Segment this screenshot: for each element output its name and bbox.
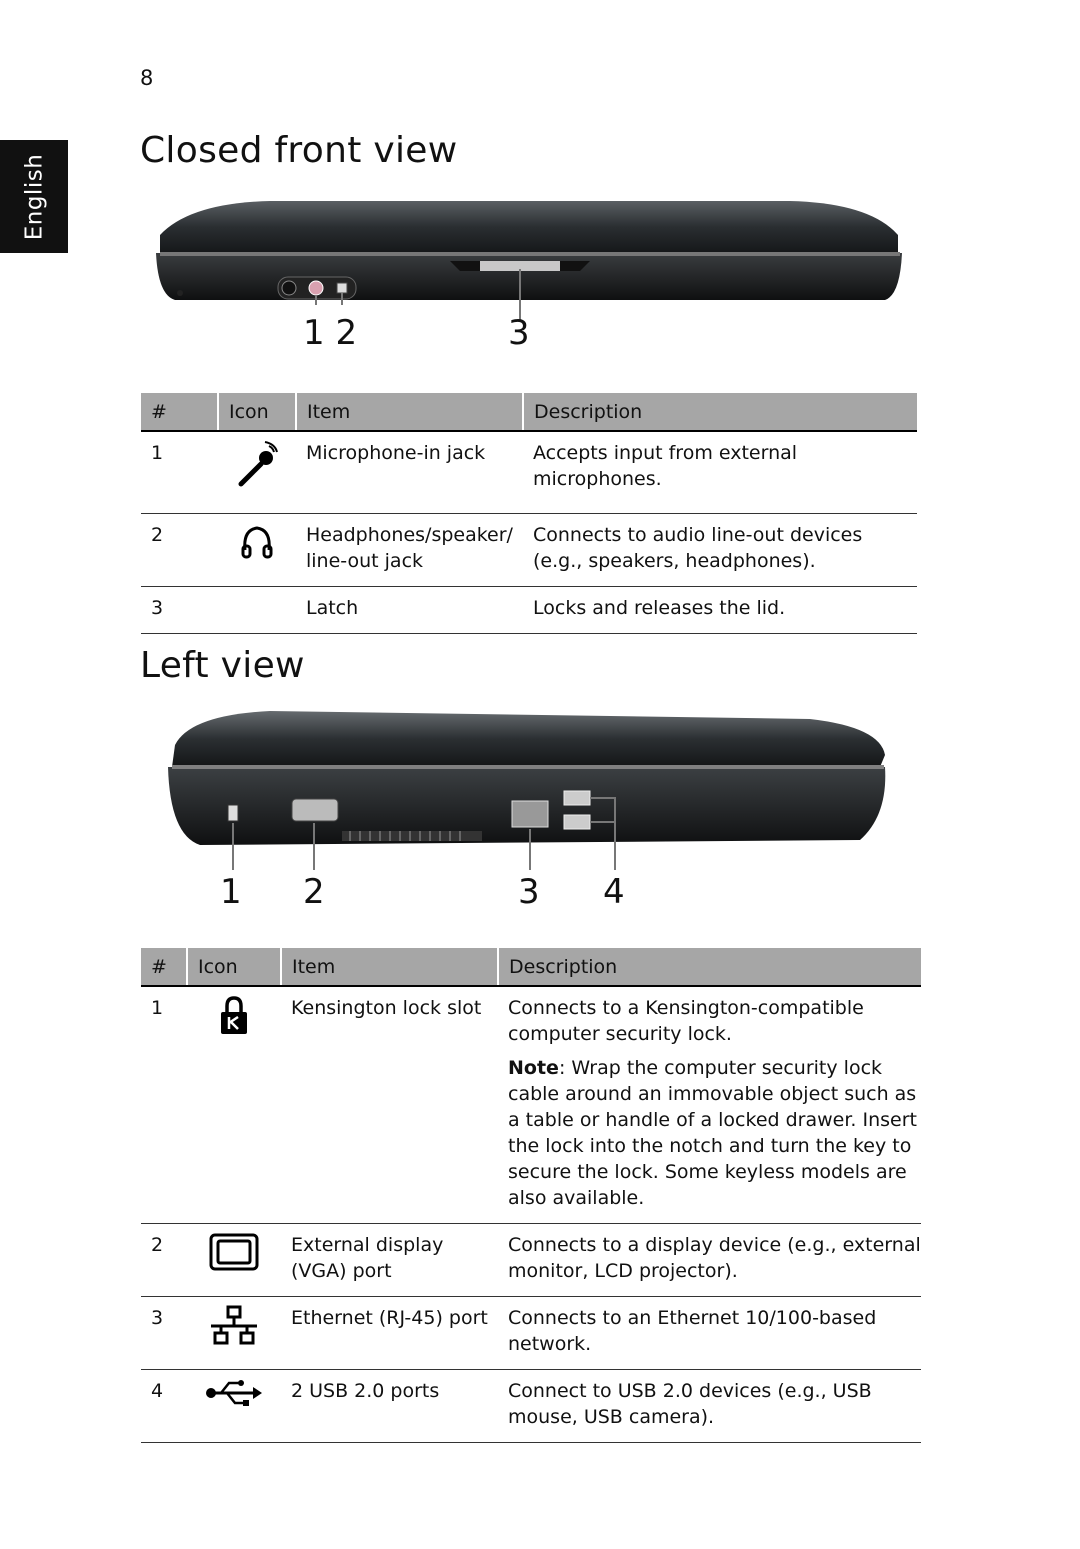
header-item: Item — [281, 948, 498, 986]
row-description: Connects to audio line-out devices (e.g., speakers, headphones). — [523, 514, 917, 587]
table-row — [141, 587, 917, 634]
left-ports-table — [141, 948, 921, 1443]
row-description: Connect to USB 2.0 devices (e.g., USB mouse, USB camera). — [498, 1370, 921, 1443]
row-description: Locks and releases the lid. — [523, 587, 917, 634]
usb-icon — [205, 1378, 263, 1408]
row-item: External display (VGA) port — [281, 1224, 498, 1297]
header-icon: Icon — [218, 393, 296, 431]
table-row — [141, 1224, 921, 1297]
row-description: Accepts input from external microphones. — [523, 431, 917, 514]
page-number: 8 — [140, 66, 154, 90]
front-callout-3: 3 — [508, 313, 530, 353]
row-item: Microphone-in jack — [296, 431, 523, 514]
language-tab — [0, 140, 68, 253]
left-callout-4: 4 — [603, 872, 625, 912]
left-callout-1: 1 — [220, 872, 242, 912]
left-callout-2: 2 — [303, 872, 325, 912]
table-row — [141, 986, 921, 1224]
row-note — [508, 1055, 921, 1211]
header-item: Item — [296, 393, 523, 431]
table-row — [141, 514, 917, 587]
kensington-lock-icon — [218, 995, 250, 1037]
row-description: Connects to a display device (e.g., external monitor, LCD projector). — [498, 1224, 921, 1297]
row-item: 2 USB 2.0 ports — [281, 1370, 498, 1443]
row-item: Kensington lock slot — [281, 986, 498, 1224]
front-callout-1-2: 1 2 — [303, 313, 358, 353]
row-num: 2 — [141, 514, 218, 587]
laptop-left-illustration — [160, 705, 890, 875]
table-row — [141, 1297, 921, 1370]
note-label: Note — [508, 1057, 559, 1079]
row-num: 2 — [141, 1224, 187, 1297]
row-item: Latch — [296, 587, 523, 634]
row-num: 1 — [141, 986, 187, 1224]
headphones-icon — [237, 522, 277, 562]
header-icon: Icon — [187, 948, 281, 986]
row-item: Headphones/speaker/ line-out jack — [296, 514, 523, 587]
row-description: Connects to a Kensington-compatible computer security lock. — [508, 997, 864, 1045]
note-text: : Wrap the computer security lock cable around an immovable object such as a table or handle of a locked drawer. Insert the lock into the notch and turn the key to secure the lock. Some keyless models are also available. — [508, 1057, 918, 1209]
row-num: 3 — [141, 1297, 187, 1370]
front-ports-table — [141, 393, 917, 634]
front-view-title: Closed front view — [140, 130, 458, 171]
row-num: 3 — [141, 587, 218, 634]
table-row — [141, 1370, 921, 1443]
row-item: Ethernet (RJ-45) port — [281, 1297, 498, 1370]
left-view-title: Left view — [140, 645, 305, 686]
microphone-icon — [233, 440, 281, 494]
left-callout-3: 3 — [518, 872, 540, 912]
row-num: 1 — [141, 431, 218, 514]
header-num: # — [141, 948, 187, 986]
row-num: 4 — [141, 1370, 187, 1443]
table-row — [141, 431, 917, 514]
vga-icon — [208, 1232, 260, 1272]
ethernet-icon — [209, 1305, 259, 1347]
laptop-front-illustration — [150, 195, 910, 325]
header-num: # — [141, 393, 218, 431]
row-description: Connects to an Ethernet 10/100-based network. — [498, 1297, 921, 1370]
header-description: Description — [498, 948, 921, 986]
header-description: Description — [523, 393, 917, 431]
language-tab-label: English — [21, 153, 47, 240]
